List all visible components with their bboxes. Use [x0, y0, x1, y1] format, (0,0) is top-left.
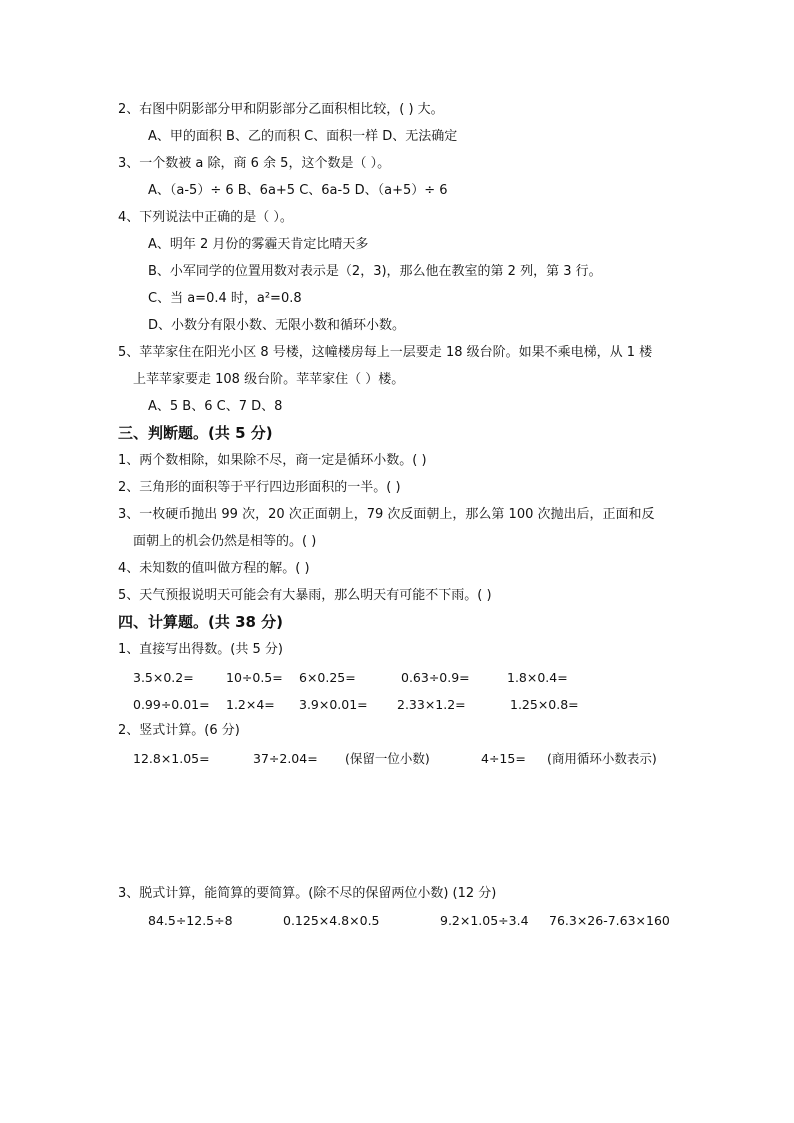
step-calc-item: 76.3×26-7.63×160	[549, 913, 670, 928]
calc-part-2-title: 2、竖式计算。(6 分)	[118, 723, 240, 738]
section-4-heading: 四、计算题。(共 38 分)	[118, 613, 284, 631]
oral-calc-item: 1.25×0.8=	[510, 697, 579, 712]
vertical-calc-note: (商用循环小数表示)	[547, 751, 657, 766]
step-calc-item: 9.2×1.05÷3.4	[440, 913, 529, 928]
question-5-stem-cont: 上苹苹家要走 108 级台阶。苹苹家住（ ）楼。	[133, 372, 405, 387]
judge-item-2: 2、三角形的面积等于平行四边形面积的一半。( )	[118, 480, 401, 495]
oral-calc-item: 1.2×4=	[226, 697, 275, 712]
question-3-stem: 3、一个数被 a 除，商 6 余 5，这个数是（ ）。	[118, 156, 391, 171]
vertical-calc-note: (保留一位小数)	[345, 751, 430, 766]
question-4-option-a: A、明年 2 月份的雾霾天肯定比晴天多	[148, 237, 369, 252]
oral-calc-item: 10÷0.5=	[226, 670, 283, 685]
oral-calc-item: 6×0.25=	[299, 670, 356, 685]
oral-calc-item: 1.8×0.4=	[507, 670, 568, 685]
question-5-stem: 5、苹苹家住在阳光小区 8 号楼，这幢楼房每上一层要走 18 级台阶。如果不乘电梯，从 1 楼	[118, 345, 653, 360]
calc-part-1-title: 1、直接写出得数。(共 5 分)	[118, 642, 283, 657]
judge-item-4: 4、未知数的值叫做方程的解。( )	[118, 561, 310, 576]
step-calc-item: 0.125×4.8×0.5	[283, 913, 380, 928]
judge-item-3: 3、一枚硬币抛出 99 次，20 次正面朝上，79 次反面朝上，那么第 100 次抛出后，正面和反	[118, 507, 655, 522]
oral-calc-item: 3.9×0.01=	[299, 697, 368, 712]
question-4-option-c: C、当 a=0.4 时，a²=0.8	[148, 291, 302, 306]
oral-calc-item: 0.63÷0.9=	[401, 670, 470, 685]
question-4-stem: 4、下列说法中正确的是（ ）。	[118, 210, 293, 225]
question-4-option-d: D、小数分有限小数、无限小数和循环小数。	[148, 318, 406, 333]
oral-calc-item: 2.33×1.2=	[397, 697, 466, 712]
question-2-options: A、甲的面积 B、乙的而积 C、面积一样 D、无法确定	[148, 129, 458, 144]
judge-item-5: 5、天气预报说明天可能会有大暴雨，那么明天有可能不下雨。( )	[118, 588, 492, 603]
judge-item-3-cont: 面朝上的机会仍然是相等的。( )	[133, 534, 317, 549]
calc-part-3-title: 3、脱式计算，能简算的要简算。(除不尽的保留两位小数) (12 分)	[118, 886, 497, 901]
oral-calc-item: 3.5×0.2=	[133, 670, 194, 685]
vertical-calc-item: 4÷15=	[481, 751, 526, 766]
oral-calc-item: 0.99÷0.01=	[133, 697, 210, 712]
vertical-calc-item: 37÷2.04=	[253, 751, 318, 766]
judge-item-1: 1、两个数相除，如果除不尽，商一定是循环小数。( )	[118, 453, 427, 468]
question-5-options: A、5 B、6 C、7 D、8	[148, 399, 283, 414]
vertical-calc-item: 12.8×1.05=	[133, 751, 210, 766]
question-3-options: A、（a-5）÷ 6 B、6a+5 C、6a-5 D、（a+5）÷ 6	[148, 183, 448, 198]
step-calc-item: 84.5÷12.5÷8	[148, 913, 233, 928]
section-3-heading: 三、判断题。(共 5 分)	[118, 424, 273, 442]
question-2-stem: 2、右图中阴影部分甲和阴影部分乙面积相比较，( ) 大。	[118, 102, 444, 117]
question-4-option-b: B、小军同学的位置用数对表示是（2，3)，那么他在教室的第 2 列，第 3 行。	[148, 264, 602, 279]
